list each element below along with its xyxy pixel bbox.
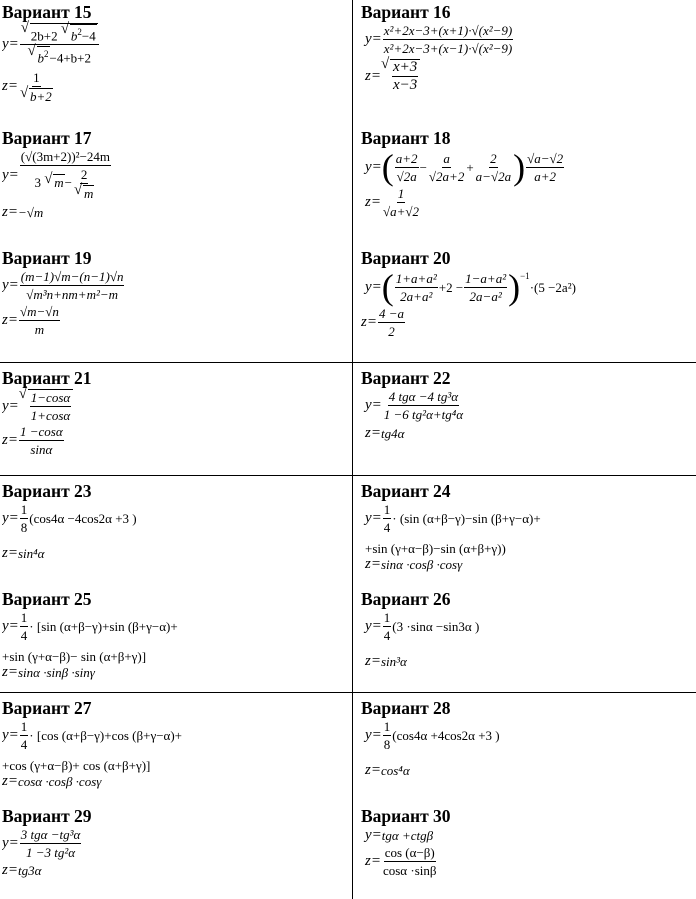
- variant-title: Вариант 15: [2, 2, 92, 22]
- variant-title: Вариант 30: [361, 806, 451, 826]
- row-divider: [0, 692, 696, 693]
- z-formula: sinα ·cosβ ·cosγ: [380, 557, 463, 572]
- z-label: z=: [365, 853, 381, 869]
- variant-title: Вариант 20: [361, 248, 451, 268]
- variant-17: [2, 126, 350, 246]
- variant-22: [361, 366, 695, 474]
- variant-title: Вариант 17: [2, 128, 92, 148]
- z-formula: $\frac{1}{√a+√2}$: [382, 186, 420, 219]
- variant-title: Вариант 27: [2, 698, 92, 718]
- variant-16: [361, 0, 695, 126]
- y-formula: $\frac{1}{4}$ (3 ·sinα −sin3α ): [383, 610, 480, 643]
- z-formula: $\frac{\cos (\alpha-\beta)}{\cos\alpha \cdot\sin\beta}$: [382, 845, 437, 878]
- y-formula-continued: +sin (γ+α−β)− sin (α+β+γ)]: [2, 649, 147, 664]
- y-formula: √ $\frac{1-\cos\alpha}{1+\cos\alpha}$: [19, 389, 73, 423]
- row-divider: [0, 475, 696, 476]
- z-formula: cos⁴α: [380, 763, 410, 778]
- z-formula: tg3α: [17, 863, 42, 878]
- y-label: y=: [2, 277, 19, 293]
- z-label: z=: [365, 67, 381, 84]
- y-formula: ( $\frac{\text{1+a+a²}}{\text{2a+a²}}$ +2 − $\frac{\text{1−a+a²}}{\text{2a−a²}}$ ) $^{-1}$ ·(5 −2a²): [381, 267, 576, 307]
- y-formula-continued: +sin (γ+α−β)−sin (α+β+γ)): [365, 541, 506, 556]
- z-label: z=: [365, 425, 381, 441]
- y-formula: tgα +ctgβ: [381, 828, 434, 843]
- z-label: z=: [2, 432, 18, 448]
- z-formula: √ $\frac{x+3}{x-3}$: [381, 59, 420, 93]
- y-label: y=: [2, 510, 19, 526]
- variant-title: Вариант 28: [361, 698, 451, 718]
- y-label: y=: [365, 827, 382, 843]
- y-label: y=: [2, 166, 19, 183]
- variant-title: Вариант 21: [2, 368, 92, 388]
- variant-21: [2, 366, 350, 474]
- y-label: y=: [365, 397, 382, 413]
- y-label: y=: [2, 397, 19, 414]
- variant-title: Вариант 29: [2, 806, 92, 826]
- y-formula: $\frac{\text{x²+2x−3+(x+1)·√(x²−9)}}{\text{x²+2x−3+(x−1)·√(x²−9)}}$: [383, 23, 513, 56]
- y-label: y=: [365, 727, 382, 743]
- y-label: y=: [365, 31, 382, 47]
- y-formula: √ 2b+2 √ $b^2-4$ √ $b^2-4+b+2$: [19, 23, 100, 66]
- y-formula: (√(3m+2))²−24m 3 √ m− 2 √ m: [19, 149, 112, 201]
- variant-title: Вариант 23: [2, 481, 92, 501]
- z-formula: cosα ·cosβ ·cosγ: [17, 774, 102, 789]
- variant-title: Вариант 22: [361, 368, 451, 388]
- z-label: z=: [365, 194, 381, 210]
- z-formula: −√m: [17, 205, 44, 220]
- y-label: y=: [365, 278, 382, 295]
- y-label: y=: [2, 35, 19, 52]
- z-formula: sin⁴α: [17, 546, 45, 561]
- z-formula: $\frac{1 -\cos\alpha}{\sin\alpha}$: [19, 424, 63, 457]
- z-label: z=: [2, 312, 18, 328]
- y-label: y=: [2, 727, 19, 743]
- z-label: z=: [2, 773, 18, 789]
- row-divider: [0, 362, 696, 363]
- z-formula: sinα ·sinβ ·sinγ: [17, 665, 95, 680]
- y-formula: $\frac{1}{4}$ · [sin (α+β−γ)+sin (β+γ−α)+: [20, 610, 178, 643]
- z-label: z=: [2, 204, 18, 220]
- y-formula: $\frac{\text{4 tgα −4 tg³α}}{\text{1 −6 tg²α+tg⁴α}}$: [383, 389, 464, 422]
- z-label: z=: [2, 78, 18, 95]
- z-label: z=: [365, 762, 381, 778]
- variant-26: [361, 587, 695, 691]
- variant-29: [2, 804, 350, 899]
- y-formula: $\frac{1}{8}$ (cos4α +4cos2α +3 ): [383, 719, 500, 752]
- variant-title: Вариант 16: [361, 2, 451, 22]
- z-label: z=: [365, 653, 381, 669]
- y-label: y=: [2, 618, 19, 634]
- variant-18: [361, 126, 695, 246]
- variant-title: Вариант 19: [2, 248, 92, 268]
- z-label: z=: [365, 556, 381, 572]
- variant-title: Вариант 25: [2, 589, 92, 609]
- variant-title: Вариант 18: [361, 128, 451, 148]
- variant-title: Вариант 24: [361, 481, 451, 501]
- y-formula: $\frac{1}{4}$ · [cos (α+β−γ)+cos (β+γ−α)+: [20, 719, 182, 752]
- variant-20: [361, 246, 695, 362]
- z-label: z=: [2, 545, 18, 561]
- y-formula: $\frac{\text{3 tgα −tg³α}}{\text{1 −3 tg²α}}$: [20, 827, 81, 860]
- z-formula: $\frac{4 -a}{2}$: [378, 306, 404, 339]
- y-formula-continued: +cos (γ+α−β)+ cos (α+β+γ)]: [2, 758, 151, 773]
- variant-23: [2, 479, 350, 585]
- z-label: z=: [2, 862, 18, 878]
- y-formula: $\frac{1}{4}$ · (sin (α+β−γ)−sin (β+γ−α)+: [383, 502, 541, 535]
- variant-15: [2, 0, 350, 126]
- variant-title: Вариант 26: [361, 589, 451, 609]
- z-label: z=: [2, 664, 18, 680]
- y-label: y=: [365, 158, 382, 175]
- z-formula: tg4α: [380, 426, 405, 441]
- variant-19: [2, 246, 350, 362]
- y-label: y=: [365, 510, 382, 526]
- variant-28: [361, 696, 695, 802]
- z-formula: sin³α: [380, 654, 407, 669]
- y-label: y=: [2, 835, 19, 851]
- column-divider: [352, 0, 353, 899]
- y-formula: $\frac{(m-1)√m-(n-1)√n}{\text{√m³n+nm+m²−m}}$: [20, 269, 124, 302]
- variant-27: [2, 696, 350, 802]
- variant-30: [361, 804, 695, 899]
- y-formula: $\frac{1}{8}$ (cos4α −4cos2α +3 ): [20, 502, 137, 535]
- z-formula: $\frac{√m-√n}{m}$: [19, 304, 59, 337]
- variant-24: [361, 479, 695, 585]
- z-label: z=: [361, 314, 377, 330]
- z-formula: 1 √ b+2: [18, 70, 55, 104]
- y-formula: ( $\frac{a+2}{√2a}$ − $\frac{a}{√2a+2}$ + $\frac{2}{a-√2a}$ ) $\frac{√a-√2}{a+2}$: [381, 147, 564, 187]
- y-label: y=: [365, 618, 382, 634]
- variant-25: [2, 587, 350, 691]
